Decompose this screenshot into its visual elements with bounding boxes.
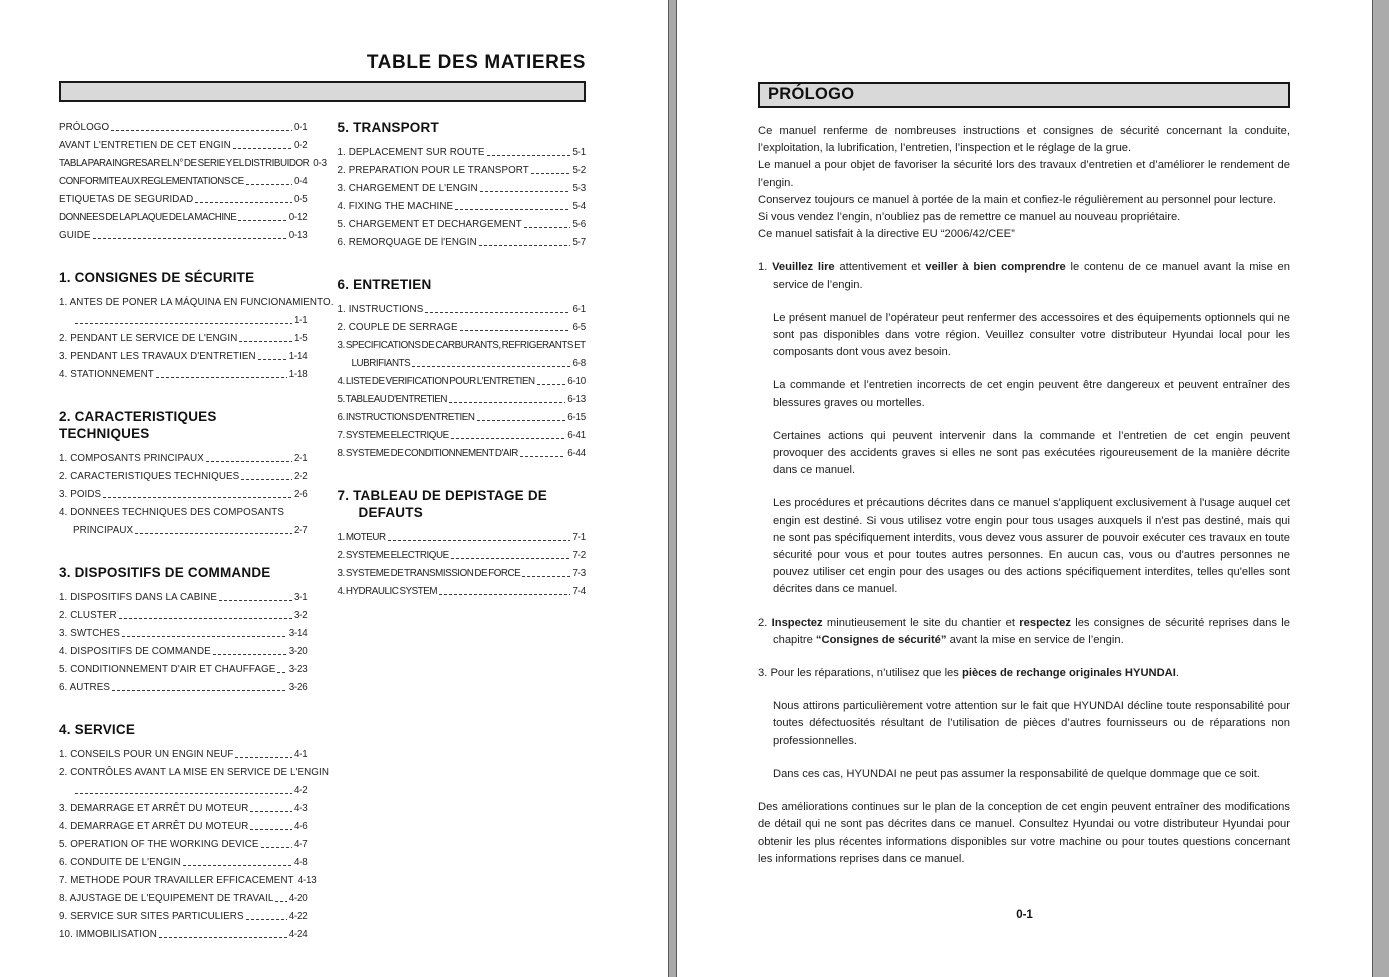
toc-section-heading <box>59 564 308 581</box>
toc-heading-line: 2. CARACTERISTIQUES TECHNIQUES <box>59 409 217 441</box>
toc-section <box>338 487 587 601</box>
toc-entry-page: 6-13 <box>567 394 586 405</box>
toc-entry <box>59 191 308 209</box>
dotted-leader <box>258 359 287 360</box>
toc-entry <box>338 301 587 319</box>
toc-header-box <box>59 81 586 102</box>
toc-entry <box>59 661 308 679</box>
text-run: Pour les réparations, n’utilisez que les <box>770 667 962 680</box>
toc-entry-label: 3. SPECIFICATIONS DE CARBURANTS, REFRIGERANTS ET <box>337 340 586 351</box>
toc-entry-page: 6-41 <box>567 430 586 441</box>
toc-entry <box>59 607 308 625</box>
text-run: Le présent manuel de l’opérateur peut renfermer des accessoires et des équipements optionnels qui ne sont pas disponibles dans votre région. Veuillez consulter votre distributeur Hyundai local pour les composants dont vous avez besoin. <box>773 311 1290 359</box>
toc-entry-page: 4-8 <box>293 857 308 868</box>
toc-section <box>59 119 327 245</box>
toc-heading-line: 4. SERVICE <box>59 722 136 737</box>
toc-section <box>338 119 587 252</box>
prologue-paragraph <box>758 766 1290 783</box>
toc-entry <box>338 445 587 463</box>
toc-entry-page: 4-7 <box>293 839 308 850</box>
toc-entry-label: 4. STATIONNEMENT <box>59 369 154 380</box>
toc-entry <box>59 746 308 764</box>
dotted-leader <box>412 366 570 367</box>
toc-entry <box>59 854 308 872</box>
page-number: 0-1 <box>1016 909 1033 921</box>
toc-entry-page: 0-2 <box>293 140 308 151</box>
dotted-leader <box>425 312 570 313</box>
toc-entry <box>59 366 308 384</box>
toc-content <box>0 0 668 944</box>
prologue-paragraph <box>758 209 1290 226</box>
toc-entry-page: 3-20 <box>288 646 308 657</box>
toc-entry-label: 3. PENDANT LES TRAVAUX D'ENTRETIEN <box>59 351 256 362</box>
toc-heading-line: 3. DISPOSITIFS DE COMMANDE <box>59 565 271 580</box>
toc-entry-page: 0-3 <box>313 158 327 169</box>
toc-entry <box>59 625 308 643</box>
toc-entry-label: 5. CHARGEMENT ET DECHARGEMENT <box>337 219 522 230</box>
toc-entry-page: 7-2 <box>572 550 586 561</box>
toc-section-heading <box>59 408 308 442</box>
toc-entry-page: 4-1 <box>293 749 308 760</box>
toc-entry-label: 4. DEMARRAGE ET ARRÊT DU MOTEUR <box>59 821 249 832</box>
prologue-paragraph <box>758 192 1290 209</box>
toc-entry-label: GUIDE <box>59 230 91 241</box>
text-run: Ce manuel satisfait à la directive EU “2006/42/CEE” <box>758 228 1015 241</box>
toc-entry-continuation <box>59 312 308 330</box>
toc-entry-page: 4-22 <box>288 911 308 922</box>
dotted-leader <box>241 479 292 480</box>
toc-entry-label: 2. PENDANT LE SERVICE DE L'ENGIN <box>59 333 238 344</box>
toc-entry-label: 5. OPERATION OF THE WORKING DEVICE <box>59 839 259 850</box>
prologue-header-box <box>758 82 1290 108</box>
toc-entry <box>338 409 587 427</box>
toc-entry-page: 4-6 <box>293 821 308 832</box>
text-run: Conservez toujours ce manuel à portée de la main et confiez-le régulièrement au personnel pour lecture. <box>758 193 1277 206</box>
toc-section-heading <box>338 487 587 521</box>
text-run: Ce manuel renferme de nombreuses instructions et consignes de sécurité concernant la conduite, l’exploitation, la lubrification, l’entretien, l’inspection et le réglage de la grue. <box>758 125 1290 155</box>
toc-entry-label: DONNEES DE LA PLAQUE DE LA MACHINE <box>59 212 237 223</box>
item-number: 1. <box>758 261 773 274</box>
toc-entry-page: 2-2 <box>293 471 308 482</box>
dotted-leader <box>233 148 292 149</box>
dotted-leader <box>111 130 292 131</box>
toc-entry-label: 6. REMORQUAGE DE l'ENGIN <box>337 237 477 248</box>
toc-entry-page: 6-5 <box>572 322 586 333</box>
toc-entry <box>338 180 587 198</box>
toc-entry <box>59 137 308 155</box>
toc-entry-label: CONFORMITE AUX REGLEMENTATIONS CE <box>59 176 244 187</box>
toc-entry-label: 5. CONDITIONNEMENT D'AIR ET CHAUFFAGE <box>59 664 276 675</box>
toc-entry-label: 4. HYDRAULIC SYSTEM <box>337 586 438 597</box>
dotted-leader <box>103 497 292 498</box>
toc-entry <box>59 643 308 661</box>
toc-section-heading <box>59 269 308 286</box>
toc-column-0 <box>59 119 334 944</box>
toc-entry-label: 6. INSTRUCTIONS D'ENTRETIEN <box>337 412 475 423</box>
toc-entry-label: 6. AUTRES <box>59 682 110 693</box>
dotted-leader <box>487 155 571 156</box>
dotted-leader <box>156 377 287 378</box>
text-run: respectez <box>1019 616 1071 629</box>
text-run: Nous attirons particulièrement votre attention sur le fait que HYUNDAI décline toute responsabilité pour toutes défectuosités résultant de l’utilisation de pièces d’autres fournisseurs ou de réparations non professionnelles. <box>773 700 1290 747</box>
toc-section <box>338 276 587 463</box>
toc-heading-line: DEFAUTS <box>358 505 423 520</box>
toc-entry <box>59 926 308 944</box>
toc-entry <box>59 486 308 504</box>
toc-entry-page: 0-4 <box>293 176 308 187</box>
toc-entry-label: 5. TABLEAU D'ENTRETIEN <box>337 394 448 405</box>
toc-section <box>59 408 308 540</box>
toc-entry-continuation <box>338 355 587 373</box>
toc-heading-line: 5. TRANSPORT <box>337 120 439 135</box>
dotted-leader <box>206 461 292 462</box>
toc-entry <box>338 583 587 601</box>
dotted-leader <box>238 220 286 221</box>
text-run: La commande et l’entretien incorrects de cet engin peuvent être dangereux et peuvent entraîner des blessures graves ou mortelles. <box>773 379 1290 409</box>
dotted-leader <box>277 672 286 673</box>
prologue-paragraph <box>758 799 1290 868</box>
toc-entry <box>59 173 308 191</box>
dotted-leader <box>195 202 292 203</box>
page-divider <box>668 0 677 977</box>
toc-entry <box>59 450 308 468</box>
toc-entry <box>59 227 308 245</box>
toc-entry-label: PRINCIPAUX <box>73 525 134 536</box>
dotted-leader <box>261 847 292 848</box>
toc-entry-label: 1. CONSEILS POUR UN ENGIN NEUF <box>59 749 234 760</box>
toc-entry <box>338 198 587 216</box>
toc-entry <box>59 330 308 348</box>
dotted-leader <box>183 865 292 866</box>
toc-entry-page: 4-24 <box>288 929 308 940</box>
prologue-paragraph <box>758 123 1290 157</box>
toc-entry <box>59 468 308 486</box>
toc-section <box>59 269 334 384</box>
toc-entry-page: 0-13 <box>288 230 308 241</box>
toc-entry <box>338 373 587 391</box>
dotted-leader <box>520 456 565 457</box>
dotted-leader <box>388 540 571 541</box>
toc-entry-page: 6-15 <box>567 412 586 423</box>
toc-entry-page: 0-12 <box>288 212 308 223</box>
toc-entry-page: 1-14 <box>288 351 308 362</box>
toc-entry-page: 3-14 <box>288 628 308 639</box>
toc-entry-page: 3-26 <box>288 682 308 693</box>
toc-column-1 <box>338 119 587 944</box>
toc-entry <box>338 319 587 337</box>
toc-entry <box>59 294 334 312</box>
dotted-leader <box>439 594 570 595</box>
toc-entry-page: 4-2 <box>293 785 308 796</box>
toc-entry-page: 0-1 <box>293 122 308 133</box>
toc-entry-page: 3-1 <box>293 592 308 603</box>
dotted-leader <box>75 793 292 794</box>
text-run: Inspectez <box>771 616 823 629</box>
toc-entry <box>59 800 308 818</box>
toc-entry-label: 2. COUPLE DE SERRAGE <box>337 322 458 333</box>
dotted-leader <box>479 245 571 246</box>
prologue-numbered-item <box>758 259 1290 293</box>
text-run: Les procédures et précautions décrites dans ce manuel s'appliquent exclusivement à l'usage auquel cet engin est destiné. Si vous utilisez votre engin pour tous usages auxquels il n'est pas destiné, mais qui ne sont pas spécifiquement interdits, vous devez vous assurer de pouvoir exécuter ces travaux en toute sécurité pour vous et pour toutes autres personnes. En aucun cas, vous ou d'autres personnes ne pouvez utiliser cet engin pour des usages ou des actions spécifiquement interdites, telles qu'elles sont décrites dans ce manuel. <box>773 497 1290 596</box>
toc-entry <box>59 836 308 854</box>
toc-entry-label: 7. SYSTEME ELECTRIQUE <box>337 430 449 441</box>
toc-entry-label: ETIQUETAS DE SEGURIDAD <box>59 194 194 205</box>
toc-entry-label: AVANT L'ENTRETIEN DE CET ENGIN <box>59 140 231 151</box>
toc-entry-label: 3. SYSTEME DE TRANSMISSION DE FORCE <box>337 568 521 579</box>
toc-entry-label: 2. CLUSTER <box>59 610 117 621</box>
toc-entry-page: 3-23 <box>288 664 308 675</box>
dotted-leader <box>122 636 287 637</box>
toc-entry <box>59 589 308 607</box>
toc-entry-label: TABLA PARA INGRESAR EL N° DE SERIE Y EL DISTRIBUIDOR <box>59 158 310 169</box>
toc-entry-label: 8. SYSTEME DE CONDITIONNEMENT D'AIR <box>337 448 518 459</box>
toc-entry-page: 7-4 <box>572 586 586 597</box>
dotted-leader <box>522 576 570 577</box>
toc-entry-label: 1. MOTEUR <box>337 532 386 543</box>
text-run: veiller à bien comprendre <box>925 261 1066 274</box>
prologue-paragraph <box>758 428 1290 480</box>
toc-entry <box>338 144 587 162</box>
dotted-leader <box>75 323 292 324</box>
toc-entry-page: 5-7 <box>572 237 586 248</box>
toc-entry-label: 1. DEPLACEMENT SUR ROUTE <box>337 147 485 158</box>
toc-section-heading <box>338 276 587 293</box>
toc-entry <box>59 119 308 137</box>
dotted-leader <box>159 937 287 938</box>
toc-entry <box>59 679 308 697</box>
text-run: . <box>1175 667 1179 680</box>
toc-entry-label: 8. AJUSTAGE DE L'EQUIPEMENT DE TRAVAIL <box>59 893 274 904</box>
dotted-leader <box>112 690 287 691</box>
toc-entry-label: 3. DEMARRAGE ET ARRÊT DU MOTEUR <box>59 803 249 814</box>
dotted-leader <box>451 558 571 559</box>
toc-heading-line: 1. CONSIGNES DE SÉCURITE <box>59 270 255 285</box>
toc-entry-label: 4. DONNEES TECHNIQUES DES COMPOSANTS <box>59 507 284 518</box>
toc-entry <box>338 427 587 445</box>
toc-entry <box>59 348 308 366</box>
toc-entry-page: 2-6 <box>293 489 308 500</box>
toc-entry <box>338 234 587 252</box>
toc-entry-page: 6-44 <box>567 448 586 459</box>
toc-entry <box>59 209 308 227</box>
prologue-title: PRÓLOGO <box>768 85 855 103</box>
prologue-numbered-item <box>758 615 1290 649</box>
text-run: Dans ces cas, HYUNDAI ne peut pas assumer la responsabilité de quelque dommage que ce soit. <box>773 767 1260 780</box>
toc-entry <box>59 818 308 836</box>
toc-entry <box>338 529 587 547</box>
dotted-leader <box>213 654 287 655</box>
toc-section <box>59 564 308 697</box>
toc-entry-label: 2. SYSTEME ELECTRIQUE <box>337 550 449 561</box>
dotted-leader <box>455 209 570 210</box>
toc-entry <box>338 565 587 583</box>
toc-section <box>59 721 329 944</box>
dotted-leader <box>250 829 291 830</box>
toc-heading-line: 6. ENTRETIEN <box>337 277 432 292</box>
dotted-leader <box>246 919 287 920</box>
prologue-paragraph <box>758 157 1290 191</box>
toc-entry-label: 10. IMMOBILISATION <box>59 929 157 940</box>
toc-entry <box>59 908 308 926</box>
toc-entry <box>59 872 317 890</box>
toc-entry-label: 6. CONDUITE DE L'ENGIN <box>59 857 181 868</box>
text-run: Le manuel a pour objet de favoriser la sécurité lors des travaux d’entretien et d’améliorer le rendement de l’engin. <box>758 159 1290 189</box>
toc-entry <box>338 162 587 180</box>
text-run: attentivement et <box>834 261 926 274</box>
toc-entry-label: 3. POIDS <box>59 489 102 500</box>
toc-entry <box>338 337 587 355</box>
toc-entry-page: 5-4 <box>572 201 586 212</box>
text-run: Veuillez lire <box>772 261 835 274</box>
toc-page <box>0 0 668 977</box>
dotted-leader <box>477 420 566 421</box>
prologue-paragraph <box>758 310 1290 362</box>
dotted-leader <box>250 811 291 812</box>
prologue-paragraph <box>758 495 1290 598</box>
toc-entry-label: 4. FIXING THE MACHINE <box>337 201 454 212</box>
toc-entry-page: 6-8 <box>572 358 586 369</box>
toc-entry-page: 6-1 <box>572 304 586 315</box>
prologue-paragraph <box>758 226 1290 243</box>
toc-entry-label: 1. INSTRUCTIONS <box>337 304 424 315</box>
toc-entry <box>59 504 308 522</box>
toc-entry-label: 4. LISTE DE VERIFICATION POUR L'ENTRETIEN <box>337 376 535 387</box>
dotted-leader <box>235 757 291 758</box>
toc-entry-label: 2. PREPARATION POUR LE TRANSPORT <box>337 165 529 176</box>
prologue-content <box>677 0 1372 977</box>
toc-entry-page: 5-2 <box>572 165 586 176</box>
toc-entry-page: 0-5 <box>293 194 308 205</box>
toc-entry-page: 3-2 <box>293 610 308 621</box>
prologue-body <box>758 123 1290 868</box>
dotted-leader <box>449 402 565 403</box>
prologue-paragraph <box>758 698 1290 750</box>
dotted-leader <box>135 533 292 534</box>
toc-entry-page: 4-20 <box>288 893 308 904</box>
toc-entry-label: 9. SERVICE SUR SITES PARTICULIERS <box>59 911 244 922</box>
dotted-leader <box>275 901 286 902</box>
right-gutter <box>1372 0 1389 977</box>
toc-entry-page: 4-3 <box>293 803 308 814</box>
toc-entry-label: LUBRIFIANTS <box>351 358 411 369</box>
text-run: pièces de rechange originales HYUNDAI <box>962 667 1176 680</box>
dotted-leader <box>537 384 566 385</box>
dotted-leader <box>219 600 292 601</box>
dotted-leader <box>119 618 292 619</box>
toc-entry-label: 3. CHARGEMENT DE L'ENGIN <box>337 183 478 194</box>
toc-entry-continuation <box>59 782 308 800</box>
dotted-leader <box>239 341 292 342</box>
toc-entry-page: 7-3 <box>572 568 586 579</box>
text-run: le contenu de ce manuel avant la mise en service de l’engin. <box>773 261 1290 291</box>
prologue-paragraph <box>758 377 1290 411</box>
text-run: avant la mise en service de l’engin. <box>946 633 1124 646</box>
toc-entry-page: 1-18 <box>288 369 308 380</box>
item-number: 3. <box>758 667 771 680</box>
toc-entry-label: 1. ANTES DE PONER LA MÁQUINA EN FUNCIONAMIENTO. <box>59 297 334 308</box>
toc-entry-label: 4. DISPOSITIFS DE COMMANDE <box>59 646 211 657</box>
toc-entry-page: 6-10 <box>567 376 586 387</box>
toc-entry-page: 2-1 <box>293 453 308 464</box>
text-run: Des améliorations continues sur le plan de la conception de cet engin peuvent entraîner des modifications de détail qui ne sont pas décrites dans ce manuel. Consultez Hyundai ou votre distributeur Hyundai pour obtenir les plus récentes informations disponibles sur votre machine ou pour toutes questions concernant les informations reprises dans ce manuel. <box>758 801 1290 865</box>
toc-entry-label: 1. DISPOSITIFS DANS LA CABINE <box>59 592 218 603</box>
toc-entry-label: PRÓLOGO <box>59 122 110 133</box>
toc-entry <box>338 216 587 234</box>
toc-entry-continuation <box>59 522 308 540</box>
dotted-leader <box>451 438 566 439</box>
dotted-leader <box>480 191 571 192</box>
toc-entry-page: 1-1 <box>293 315 308 326</box>
text-run: Certaines actions qui peuvent intervenir dans la commande et l’entretien de cet engin peuvent provoquer des accidents graves si elles ne sont pas exécutées rigoureusement de la manière décrite dans ce manuel. <box>773 429 1290 477</box>
toc-entry-page: 2-7 <box>293 525 308 536</box>
toc-entry-label: 3. SWTCHES <box>59 628 120 639</box>
prologue-numbered-item <box>758 665 1290 682</box>
dotted-leader <box>531 173 571 174</box>
toc-entry <box>59 764 329 782</box>
toc-entry-label: 7. METHODE POUR TRAVAILLER EFFICACEMENT <box>59 875 294 886</box>
toc-entry-page: 1-5 <box>293 333 308 344</box>
toc-entry-page: 5-3 <box>572 183 586 194</box>
toc-title: TABLE DES MATIERES <box>366 52 586 73</box>
toc-entry-label: 1. COMPOSANTS PRINCIPAUX <box>59 453 204 464</box>
toc-entry <box>59 890 308 908</box>
dotted-leader <box>524 227 571 228</box>
dotted-leader <box>93 238 287 239</box>
toc-entry-label: 2. CONTRÔLES AVANT LA MISE EN SERVICE DE L'ENGIN <box>59 767 329 778</box>
dotted-leader <box>246 184 292 185</box>
toc-entry <box>338 547 587 565</box>
text-run: Si vous vendez l’engin, n’oubliez pas de remettre ce manuel au nouveau propriétaire. <box>758 211 1181 224</box>
text-run: les consignes de sécurité reprises dans le chapitre <box>773 616 1290 646</box>
text-run: minutieusement le site du chantier et <box>822 616 1020 629</box>
toc-entry-label: 2. CARACTERISTIQUES TECHNIQUES <box>59 471 240 482</box>
toc-section-heading <box>338 119 587 136</box>
dotted-leader <box>460 330 571 331</box>
item-number: 2. <box>758 616 772 629</box>
text-run: “Consignes de sécurité” <box>815 633 947 646</box>
toc-entry-page: 5-6 <box>572 219 586 230</box>
toc-columns <box>59 119 586 944</box>
toc-heading-line: 7. TABLEAU DE DEPISTAGE DE <box>337 488 547 503</box>
toc-entry <box>59 155 327 173</box>
prologue-page <box>677 0 1372 977</box>
toc-entry-page: 4-13 <box>297 875 317 886</box>
toc-entry <box>338 391 587 409</box>
toc-entry-page: 7-1 <box>572 532 586 543</box>
toc-entry-page: 5-1 <box>572 147 586 158</box>
toc-section-heading <box>59 721 308 738</box>
